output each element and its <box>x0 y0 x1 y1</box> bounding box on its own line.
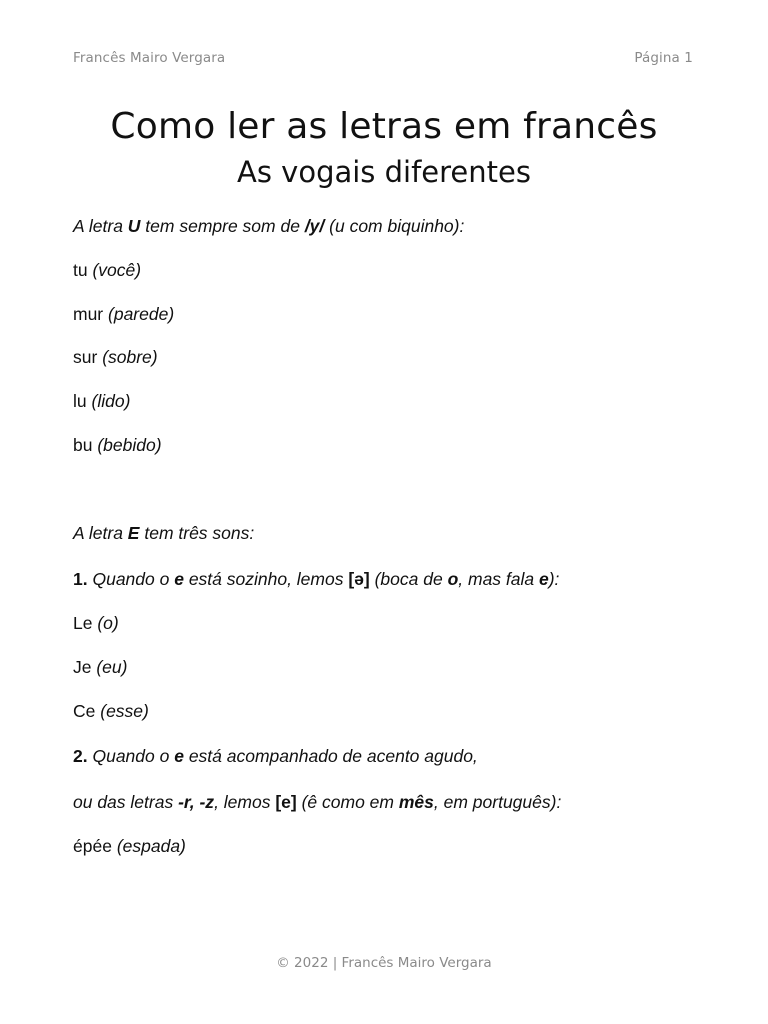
rule-2 <box>73 746 478 767</box>
rule-text: , mas fala <box>458 569 539 589</box>
rule-number: 2. <box>73 746 88 766</box>
rule-text: (boca de <box>369 569 448 589</box>
section-u-intro <box>73 216 464 237</box>
rule-1 <box>73 569 559 590</box>
letter-e: E <box>127 523 140 543</box>
example-translation: (sobre) <box>102 347 158 367</box>
example-item <box>73 391 130 412</box>
example-translation: (você) <box>92 260 142 280</box>
example-word: sur <box>73 347 98 367</box>
rule-letter: e <box>174 746 184 766</box>
example-word: épée <box>73 836 112 856</box>
rule-text: Quando o <box>87 569 175 589</box>
example-translation: (bebido) <box>97 435 162 455</box>
rule-word: mês <box>398 792 434 812</box>
intro-text: (u com biquinho): <box>324 216 465 236</box>
example-item <box>73 836 186 857</box>
example-translation: (esse) <box>100 701 149 721</box>
example-item <box>73 613 119 634</box>
example-translation: (eu) <box>96 657 128 677</box>
example-word: Le <box>73 613 93 633</box>
rule-number: 1. <box>73 569 88 589</box>
example-word: mur <box>73 304 104 324</box>
rule-letter: -r <box>178 792 190 812</box>
example-item <box>73 657 127 678</box>
intro-text: tem três sons: <box>139 523 255 543</box>
rule-text: ou das letras <box>73 792 179 812</box>
example-translation: (o) <box>97 613 119 633</box>
phonetic-symbol: [ə] <box>348 569 370 589</box>
page-title: Como ler as letras em francês <box>110 106 658 147</box>
rule-text: (ê como em <box>296 792 399 812</box>
page-footer: © 2022 | Francês Mairo Vergara <box>276 955 492 971</box>
header-author: Francês Mairo Vergara <box>73 50 226 66</box>
rule-letter: e <box>174 569 184 589</box>
example-item <box>73 701 149 722</box>
example-item <box>73 304 174 325</box>
rule-text: , lemos <box>214 792 276 812</box>
example-word: Ce <box>73 701 96 721</box>
example-translation: (lido) <box>91 391 131 411</box>
rule-text: ): <box>548 569 560 589</box>
rule-text: , <box>189 792 200 812</box>
example-item <box>73 260 141 281</box>
page-number: Página 1 <box>634 50 693 66</box>
page-subtitle: As vogais diferentes <box>237 155 531 189</box>
intro-text: A letra <box>73 216 128 236</box>
example-word: bu <box>73 435 93 455</box>
example-translation: (parede) <box>108 304 175 324</box>
rule-text: está sozinho, lemos <box>183 569 349 589</box>
rule-letter: -z <box>199 792 215 812</box>
example-item <box>73 347 158 368</box>
intro-text: A letra <box>73 523 128 543</box>
rule-text: está acompanhado de acento agudo, <box>183 746 478 766</box>
rule-text: , em português): <box>433 792 562 812</box>
example-word: Je <box>73 657 92 677</box>
rule-2-continuation <box>73 792 561 813</box>
example-word: tu <box>73 260 88 280</box>
phonetic-symbol: [e] <box>275 792 297 812</box>
example-item <box>73 435 162 456</box>
example-translation: (espada) <box>116 836 186 856</box>
rule-letter: o <box>447 569 459 589</box>
section-e-intro <box>73 523 254 544</box>
rule-text: Quando o <box>87 746 175 766</box>
example-word: lu <box>73 391 87 411</box>
rule-letter: e <box>539 569 549 589</box>
phonetic-symbol: /y/ <box>304 216 325 236</box>
letter-u: U <box>127 216 141 236</box>
intro-text: tem sempre som de <box>140 216 305 236</box>
